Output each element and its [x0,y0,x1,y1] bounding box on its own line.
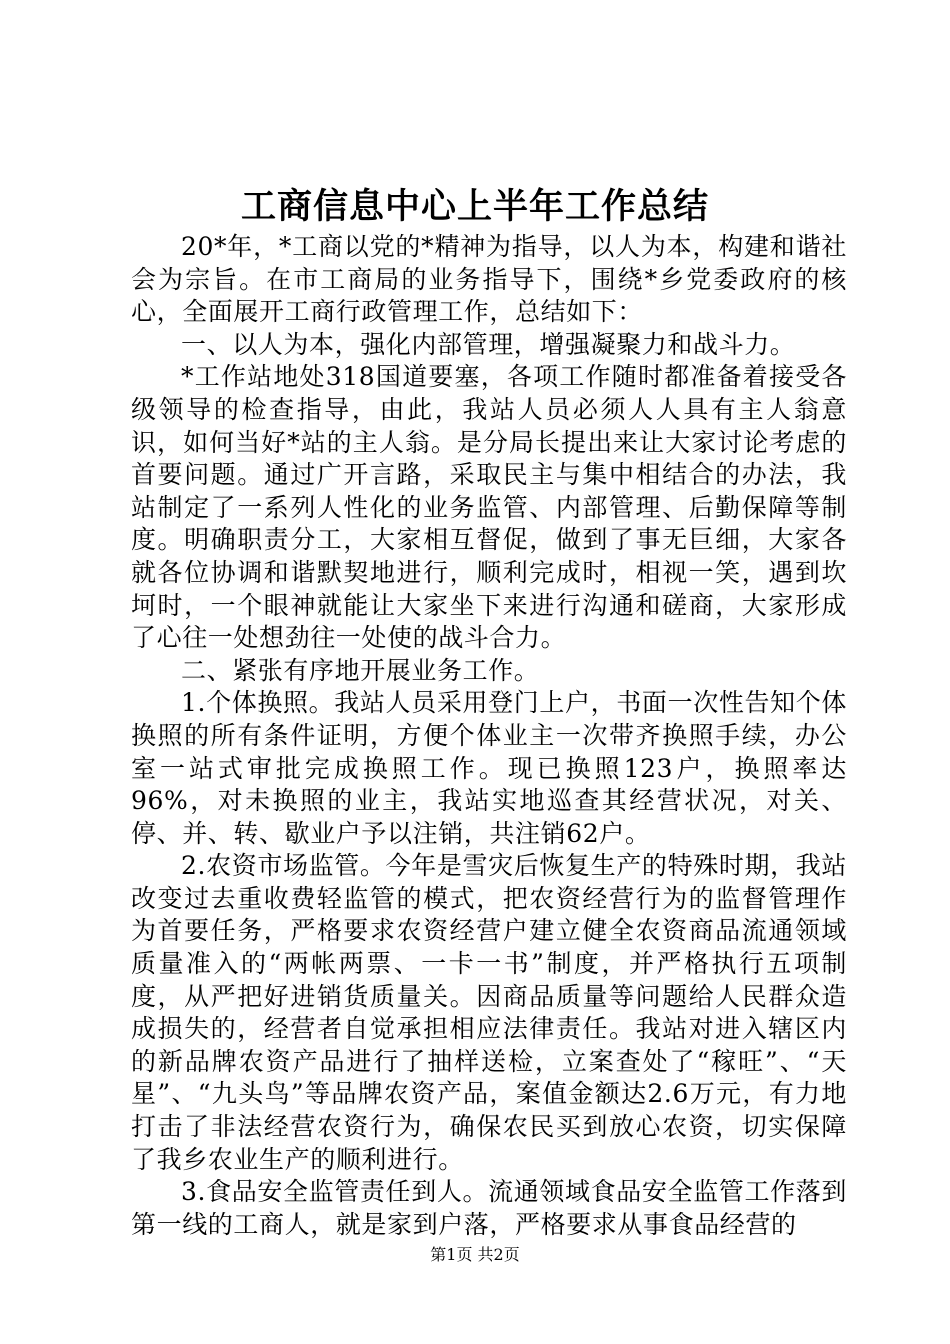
paragraph-license-renewal: 1.个体换照。我站人员采用登门上户，书面一次性告知个体换照的所有条件证明，方便个体业主一次带齐换照手续，办公室一站式审批完成换照工作。现已换照123户，换照率达96%，对未换照的业主，我站实地巡查其经营状况，对关、停、并、转、歇业户予以注销，共注销62户。 [131,688,847,848]
section-heading-1: 一、以人为本，强化内部管理，增强凝聚力和战斗力。 [181,329,796,359]
paragraph-agri-market: 2.农资市场监管。今年是雪灾后恢复生产的特殊时期，我站改变过去重收费轻监管的模式，把农资经营行为的监督管理作为首要任务，严格要求农资经营户建立健全农资商品流通领域质量准入的“两帐两票、一卡一书”制度，并严格执行五项制度，从严把好进销货质量关。因商品质量等问题给人民群众造成损失的，经营者自觉承担相应法律责任。我站对进入辖区内的新品牌农资产品进行了抽样送检，立案查处了“稼旺”、“天星”、“九头鸟”等品牌农资产品，案值金额达2.6万元，有力地打击了非法经营农资行为，确保农民买到放心农资，切实保障了我乡农业生产的顺利进行。 [131,851,847,1174]
paragraph-intro: 20*年，*工商以党的*精神为指导，以人为本，构建和谐社会为宗旨。在市工商局的业务指导下，围绕*乡党委政府的核心，全面展开工商行政管理工作，总结如下： [131,232,847,327]
document-body [131,231,847,1241]
section-heading-2: 二、紧张有序地开展业务工作。 [181,655,540,685]
document-title: 工商信息中心上半年工作总结 [240,186,709,227]
page-number-footer: 第1页 共2页 [430,1245,520,1264]
paragraph-internal-management: *工作站地处318国道要塞，各项工作随时都准备着接受各级领导的检查指导，由此，我站人员必须人人具有主人翁意识，如何当好*站的主人翁。是分局长提出来让大家讨论考虑的首要问题。通过广开言路，采取民主与集中相结合的办法，我站制定了一系列人性化的业务监管、内部管理、后勤保障等制度。明确职责分工，大家相互督促，做到了事无巨细，大家各就各位协调和谐默契地进行，顺利完成时，相视一笑，遇到坎坷时，一个眼神就能让大家坐下来进行沟通和磋商，大家形成了心往一处想劲往一处使的战斗合力。 [131,362,847,653]
paragraph-food-safety: 3.食品安全监管责任到人。流通领域食品安全监管工作落到第一线的工商人，就是家到户落，严格要求从事食品经营的 [131,1177,847,1239]
